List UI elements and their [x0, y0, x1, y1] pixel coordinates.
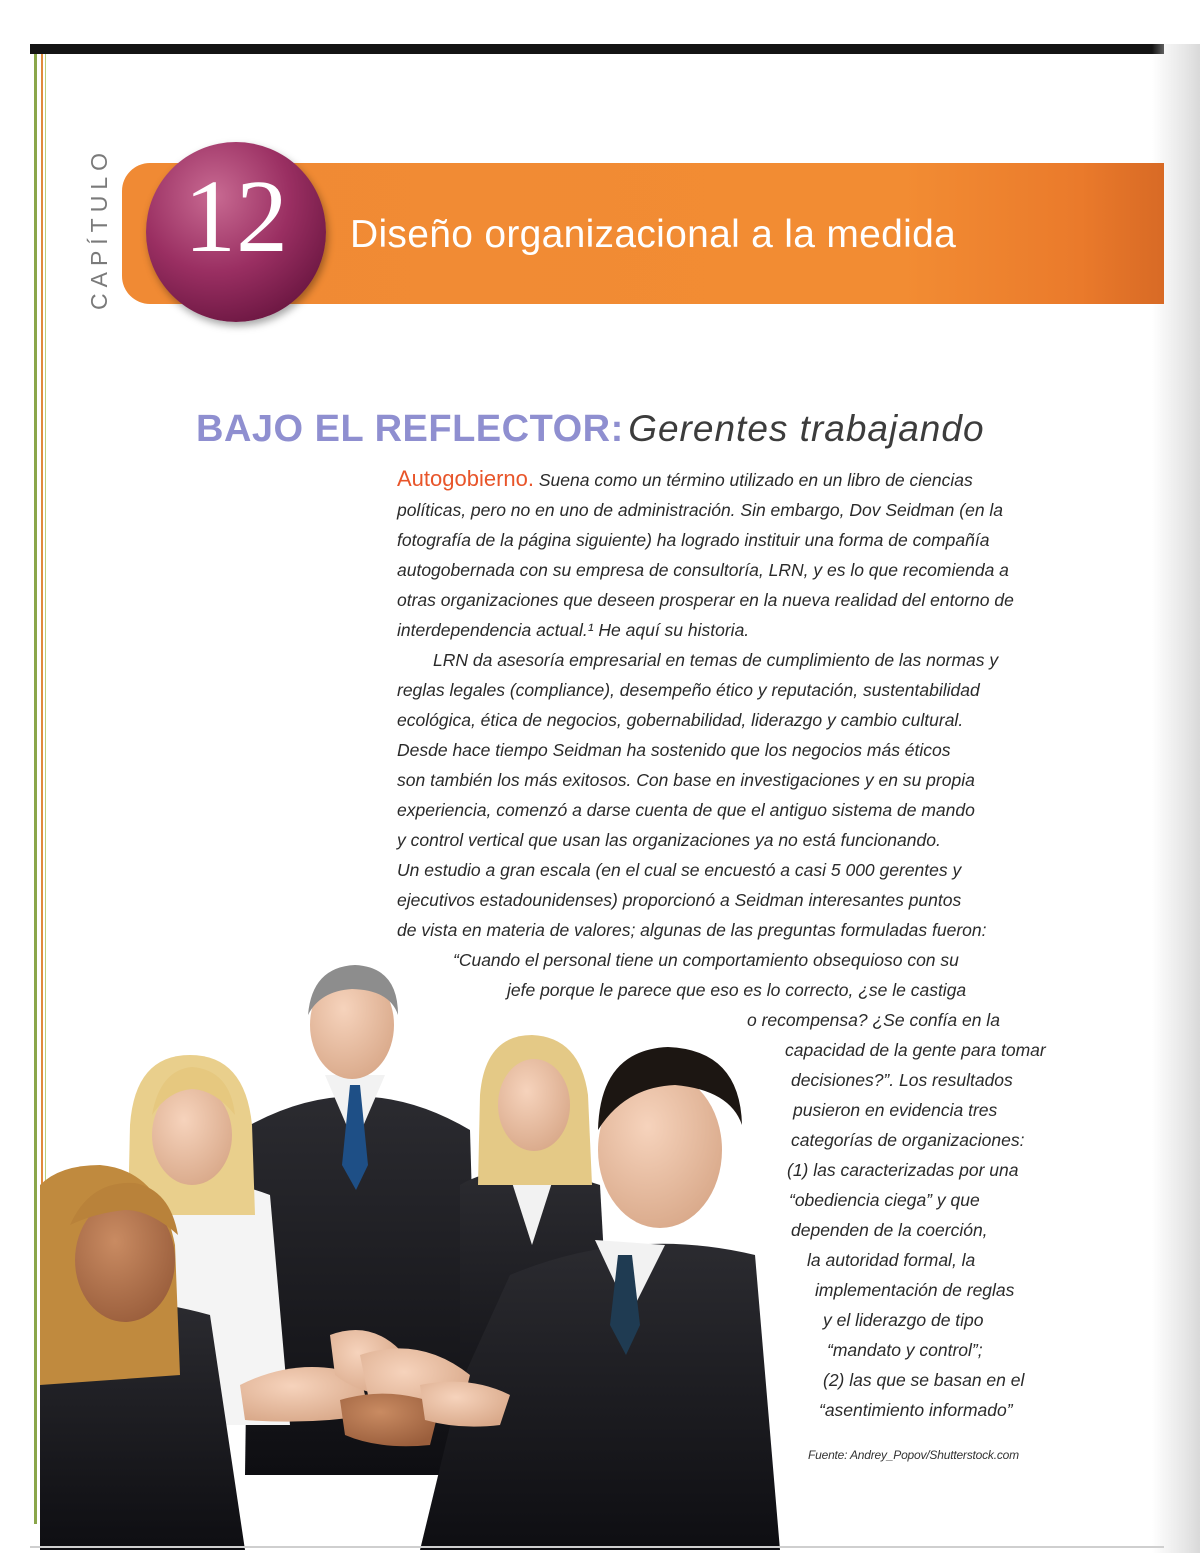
- bottom-border: [30, 1546, 1164, 1548]
- text-line: otras organizaciones que deseen prosperar en la nueva realidad del entorno de: [397, 590, 1014, 610]
- section-heading: [196, 408, 985, 451]
- text-line: Un estudio a gran escala (en el cual se encuestó a casi 5 000 gerentes y: [397, 860, 962, 880]
- photo-credit: Fuente: Andrey_Popov/Shutterstock.com: [808, 1448, 1019, 1462]
- text-line: categorías de organizaciones:: [791, 1130, 1025, 1150]
- chapter-label: CAPÍTULO: [86, 146, 112, 310]
- text-line: y control vertical que usan las organizaciones ya no está funcionando.: [397, 830, 941, 850]
- lead-word: Autogobierno.: [397, 466, 534, 491]
- text-line: “mandato y control”;: [827, 1340, 983, 1360]
- text-line: capacidad de la gente para tomar: [785, 1040, 1046, 1060]
- text-line: autogobernada con su empresa de consultoría, LRN, y es lo que recomienda a: [397, 560, 1009, 580]
- text-line: jefe porque le parece que eso es lo correcto, ¿se le castiga: [507, 980, 967, 1000]
- left-margin-rule-green: [34, 54, 37, 1524]
- paragraph-1: [397, 464, 1087, 645]
- text-line: “Cuando el personal tiene un comportamiento obsequioso con su: [453, 950, 959, 970]
- text-line: “obediencia ciega” y que: [789, 1190, 980, 1210]
- text-line: reglas legales (compliance), desempeño ético y reputación, sustentabilidad: [397, 680, 980, 700]
- chapter-title: Diseño organizacional a la medida: [350, 213, 957, 256]
- text-line: dependen de la coerción,: [791, 1220, 988, 1240]
- text-line: de vista en materia de valores; algunas de las preguntas formuladas fueron:: [397, 920, 987, 940]
- text-line: “asentimiento informado”: [819, 1400, 1013, 1420]
- text-line: (2) las que se basan en el: [823, 1370, 1025, 1390]
- text-line: y el liderazgo de tipo: [823, 1310, 984, 1330]
- team-hands-photo: [40, 955, 790, 1550]
- text-line: interdependencia actual.¹ He aquí su historia.: [397, 620, 750, 640]
- text-line: ecológica, ética de negocios, gobernabilidad, liderazgo y cambio cultural.: [397, 710, 964, 730]
- text-line: o recompensa? ¿Se confía en la: [747, 1010, 1000, 1030]
- text-line: fotografía de la página siguiente) ha logrado instituir una forma de compañía: [397, 530, 990, 550]
- chapter-number: 12: [184, 159, 288, 274]
- section-label: BAJO EL REFLECTOR:: [196, 408, 624, 450]
- text-line: ejecutivos estadounidenses) proporcionó a Seidman interesantes puntos: [397, 890, 962, 910]
- text-line: implementación de reglas: [815, 1280, 1015, 1300]
- text-line: Desde hace tiempo Seidman ha sostenido que los negocios más éticos: [397, 740, 951, 760]
- top-border: [30, 44, 1164, 54]
- text-line: Autogobierno. Suena como un término utilizado en un libro de ciencias: [397, 466, 973, 491]
- text-line: LRN da asesoría empresarial en temas de cumplimiento de las normas y: [433, 650, 999, 670]
- text-line: experiencia, comenzó a darse cuenta de que el antiguo sistema de mando: [397, 800, 975, 820]
- text-line: pusieron en evidencia tres: [793, 1100, 998, 1120]
- section-subtitle: Gerentes trabajando: [628, 408, 985, 449]
- text-line: la autoridad formal, la: [807, 1250, 976, 1270]
- text-line: (1) las caracterizadas por una: [787, 1160, 1019, 1180]
- text-line: decisiones?”. Los resultados: [791, 1070, 1013, 1090]
- text-line: políticas, pero no en uno de administración. Sin embargo, Dov Seidman (en la: [397, 500, 1004, 520]
- text-line: son también los más exitosos. Con base en investigaciones y en su propia: [397, 770, 975, 790]
